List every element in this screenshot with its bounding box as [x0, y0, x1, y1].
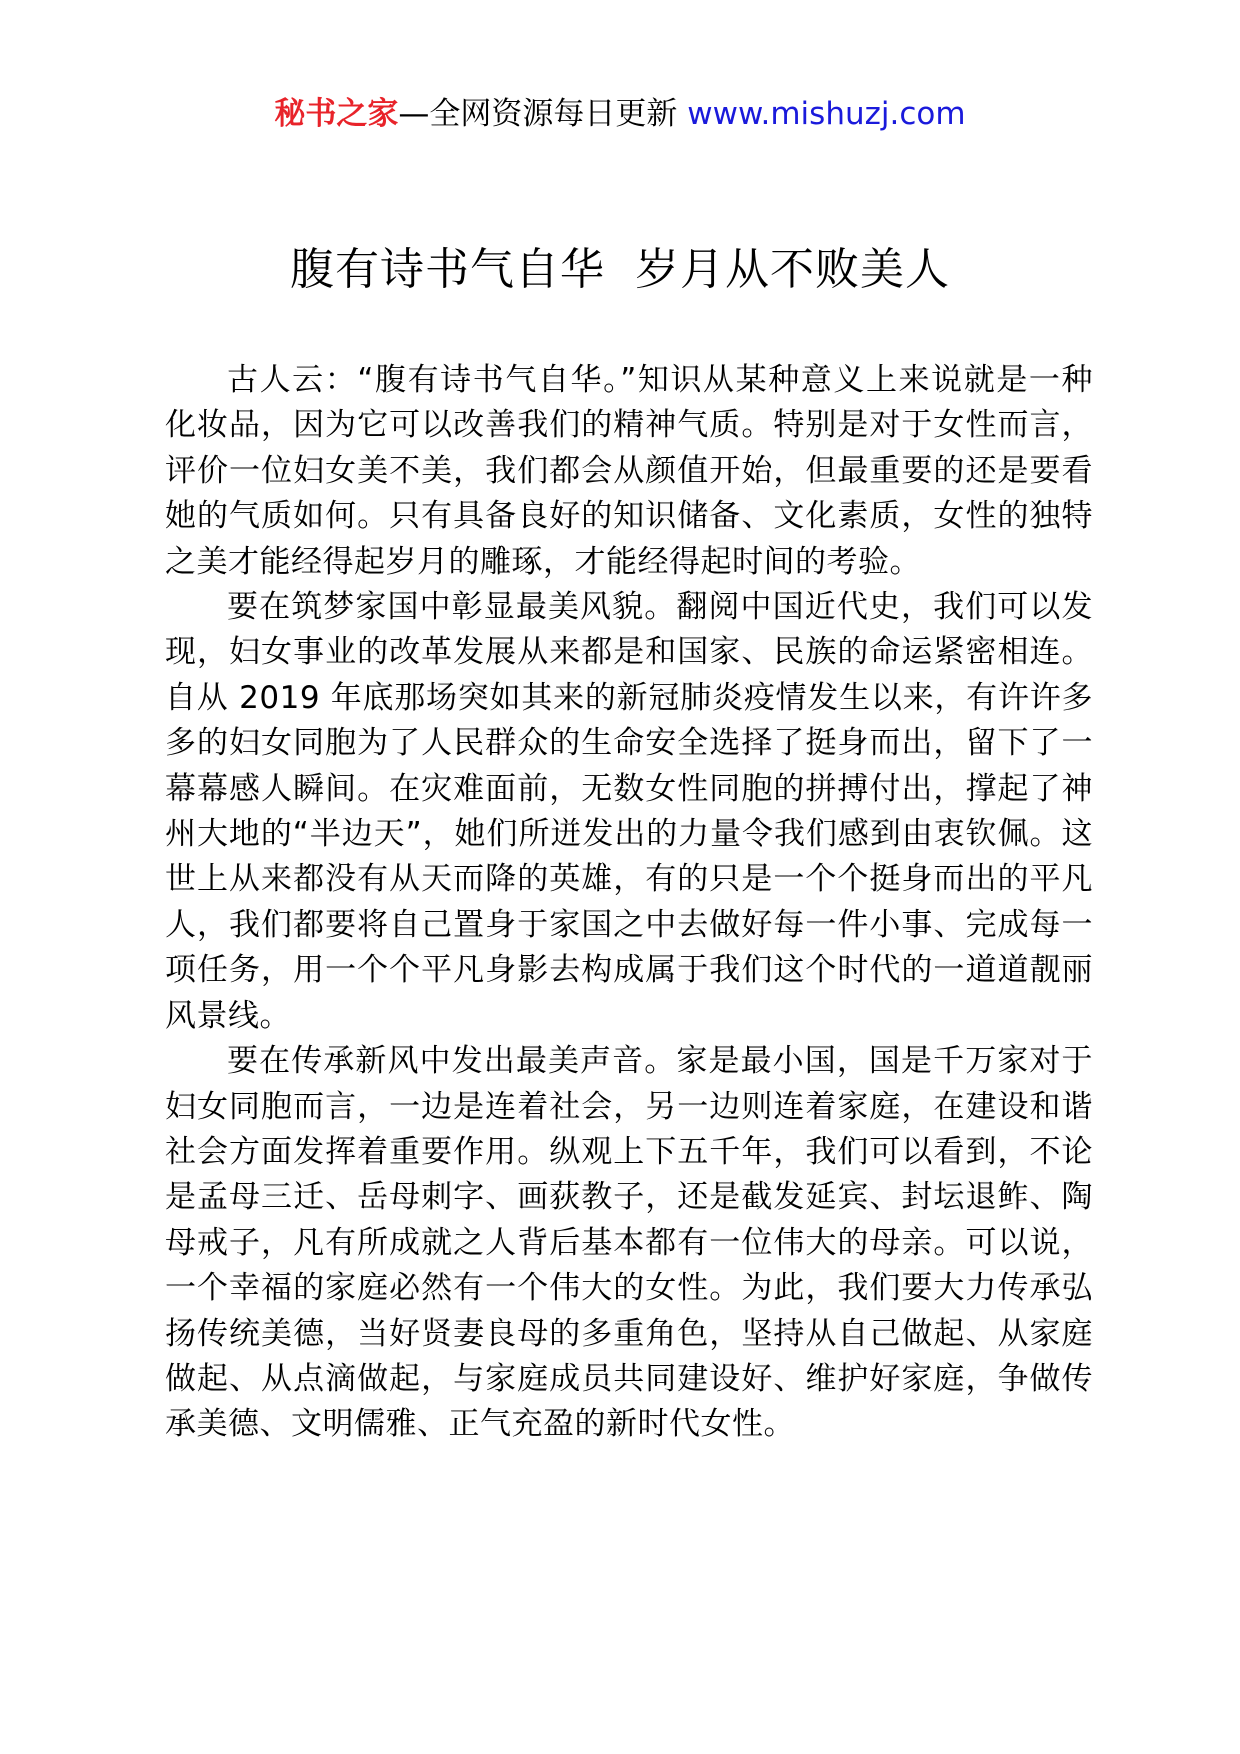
paragraph-intro: 古人云：“腹有诗书气自华。”知识从某种意义上来说就是一种化妆品，因为它可以改善我们的精神气质。特别是对于女性而言，评价一位妇女美不美，我们都会从颜值开始，但最重要的还是要看她的气质如何。只有具备良好的知识储备、文化素质，女性的独特之美才能经得起岁月的雕琢，才能经得起时间的考验。	[165, 362, 1093, 580]
paragraph-tradition: 要在传承新风中发出最美声音。家是最小国，国是千万家对于妇女同胞而言，一边是连着社会，另一边则连着家庭，在建设和谐社会方面发挥着重要作用。纵观上下五千年，我们可以看到，不论是孟母三迁、岳母刺字、画荻教子，还是截发延宾、封坛退鲊、陶母戒子，凡有所成就之人背后基本都有一位伟大的母亲。可以说，一个幸福的家庭必然有一个伟大的女性。为此，我们要大力传承弘扬传统美德，当好贤妻良母的多重角色，坚持从自己做起、从家庭做起、从点滴做起，与家庭成员共同建设好、维护好家庭，争做传承美德、文明儒雅、正气充盈的新时代女性。	[165, 1043, 1093, 1443]
site-brand: 秘书之家	[274, 96, 399, 132]
document-body	[165, 358, 1093, 1448]
site-header	[0, 92, 1240, 136]
document-title: 腹有诗书气自华 岁月从不败美人	[290, 244, 950, 295]
paragraph-homeland: 要在筑梦家国中彰显最美风貌。翻阅中国近代史，我们可以发现，妇女事业的改革发展从来都是和国家、民族的命运紧密相连。自从 2019 年底那场突如其来的新冠肺炎疫情发生以来，有许许多多的妇女同胞为了人民群众的生命安全选择了挺身而出，留下了一幕幕感人瞬间。在灾难面前，无数女性同胞的拼搏付出，撑起了神州大地的“半边天”，她们所迸发出的力量令我们感到由衷钦佩。这世上从来都没有从天而降的英雄，有的只是一个个挺身而出的平凡人，我们都要将自己置身于家国之中去做好每一件小事、完成每一项任务，用一个个平凡身影去构成属于我们这个时代的一道道靓丽风景线。	[165, 589, 1093, 1034]
site-url-link[interactable]: www.mishuzj.com	[687, 96, 966, 132]
site-slogan: —全网资源每日更新	[398, 96, 688, 132]
